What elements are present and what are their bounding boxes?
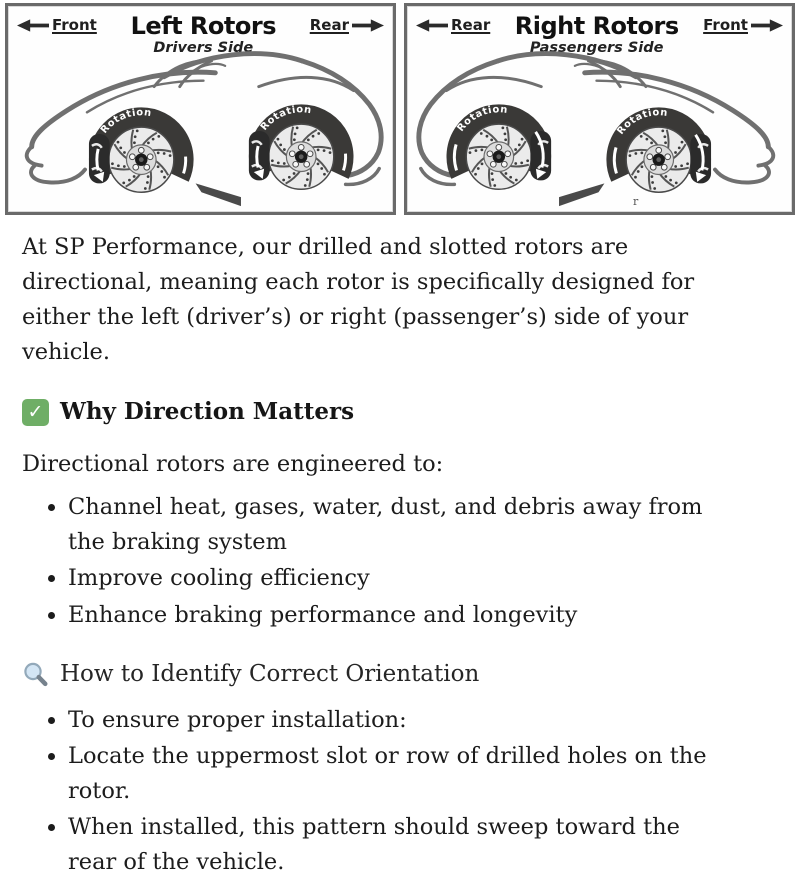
- front-direction-label: [17, 16, 97, 34]
- list-item: • When installed, this pattern should sweep toward the rear of the vehicle.: [68, 810, 730, 880]
- section-heading-identify-orientation: [22, 660, 730, 690]
- list-item: • Enhance braking performance and longevity: [68, 598, 730, 633]
- rotation-label: Rotation: [615, 107, 669, 137]
- direction-text: Front: [52, 16, 97, 34]
- direction-text: Rear: [451, 16, 491, 34]
- rotor-direction-diagram: [0, 0, 800, 215]
- rotation-label: Rotation: [98, 107, 153, 136]
- magnifying-glass-icon: [22, 661, 49, 688]
- panel-subtitle: Passengers Side: [529, 40, 664, 57]
- rear-direction-label: [310, 16, 384, 34]
- arrow-right-icon: [751, 18, 783, 33]
- section-heading-why-direction-matters: [22, 397, 730, 427]
- panel-subtitle: Drivers Side: [153, 40, 254, 57]
- arrow-right-icon: [352, 18, 384, 33]
- list-item: • To ensure proper installation:: [68, 703, 730, 738]
- panel-title: Right Rotors: [514, 12, 679, 40]
- rotation-label: Rotation: [455, 104, 509, 134]
- front-direction-label: [703, 16, 783, 34]
- right-car-illustration: [407, 45, 792, 211]
- print-artifact: r: [633, 195, 639, 208]
- car-outline: [27, 54, 381, 206]
- list-item: • Locate the uppermost slot or row of drilled holes on the rotor.: [68, 739, 730, 809]
- left-car-illustration: [8, 45, 393, 211]
- right-rotors-panel: [404, 3, 795, 215]
- arrow-left-icon: [17, 18, 49, 33]
- benefits-list: [22, 490, 730, 632]
- rotation-label: Rotation: [258, 104, 313, 133]
- arrow-left-icon: [416, 18, 448, 33]
- left-rotors-panel: [5, 3, 396, 215]
- list-item: • Channel heat, gases, water, dust, and debris away from the braking system: [68, 490, 730, 560]
- rear-direction-label: [416, 16, 490, 34]
- list-item: • Improve cooling efficiency: [68, 561, 730, 596]
- intro-paragraph: At SP Performance, our drilled and slotted rotors are directional, meaning each rotor is specifically designed for either the left (driver’s) or right (passenger’s) side of your vehicle.: [22, 234, 695, 366]
- direction-text: Front: [703, 16, 748, 34]
- heading-text: How to Identify Correct Orientation: [60, 660, 480, 687]
- car-outline: [419, 54, 773, 206]
- check-mark-icon: ✓: [22, 399, 49, 426]
- direction-text: Rear: [309, 16, 349, 34]
- lead-paragraph: Directional rotors are engineered to:: [22, 451, 444, 478]
- article-content: [0, 230, 760, 880]
- installation-list: [22, 703, 730, 880]
- panel-title: Left Rotors: [130, 12, 276, 40]
- heading-text: Why Direction Matters: [60, 398, 355, 426]
